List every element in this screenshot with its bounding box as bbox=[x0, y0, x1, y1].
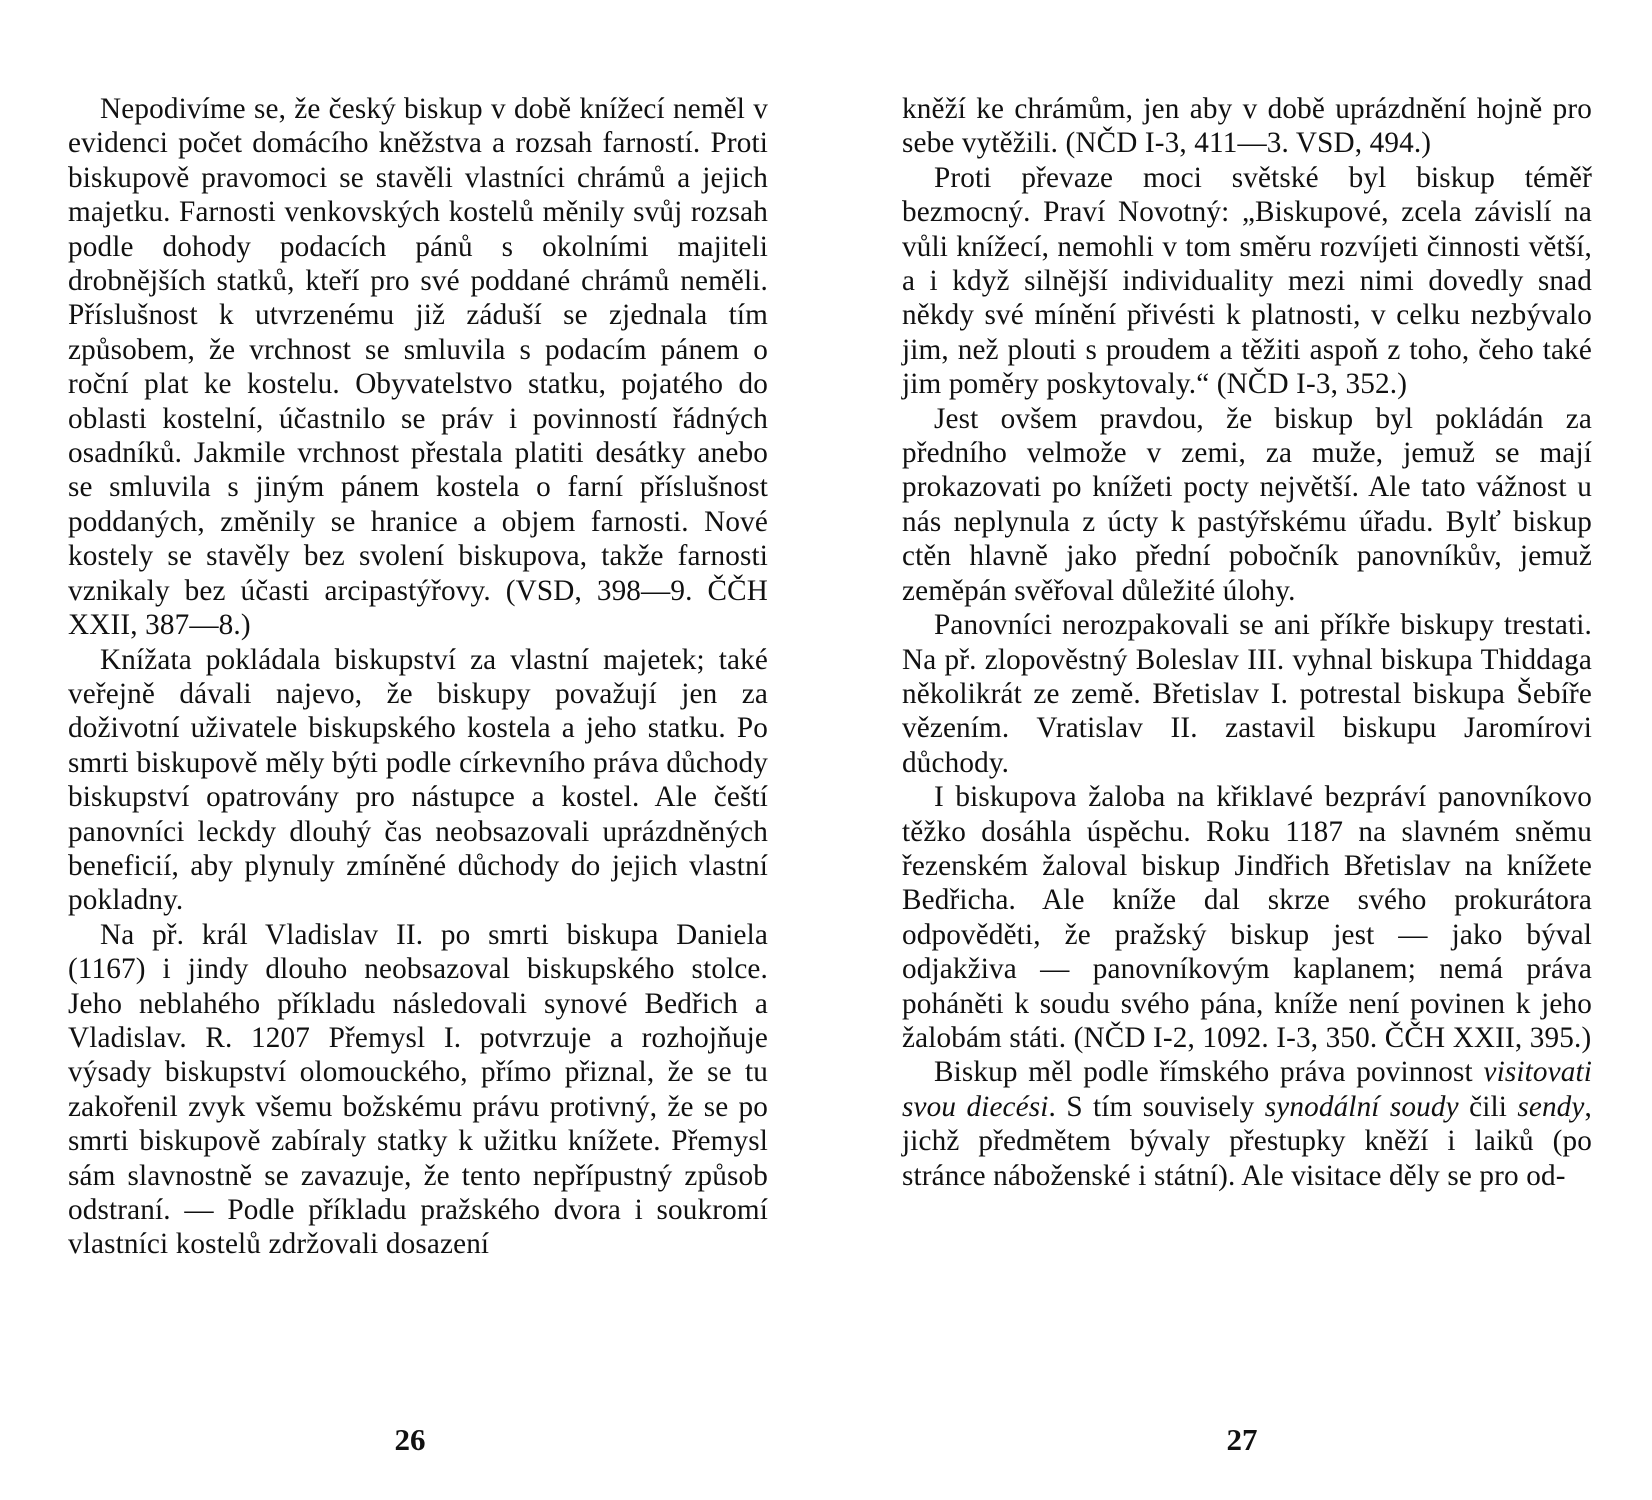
text-run: . S tím souvisely bbox=[1048, 1090, 1265, 1123]
left-page-body bbox=[68, 92, 768, 1262]
text-run: Biskup měl podle římského práva povinnost bbox=[934, 1056, 1484, 1089]
page-number: 26 bbox=[394, 1422, 426, 1457]
paragraph-continuation: kněží ke chrámům, jen aby v době uprázdnění hojně pro sebe vytěžili. (NČD I-3, 411—3. VSD, 494.) bbox=[902, 93, 1592, 160]
paragraph: I biskupova žaloba na křiklavé bezpráví panovníkovo těžko dosáhla úspěchu. Roku 1187 na slavném sněmu řezenském žaloval biskup Jindřich Břetislav na knížete Bedřicha. Ale kníže dal skrze svého prokurátora odpověděti, že pražský biskup jest — jako býval odjakživa — panovníkovým kaplanem; nemá práva poháněti k soudu svého pána, kníže není povinen k jeho žalobám státi. (NČD I-2, 1092. I-3, 350. ČČH XXII, 395.) bbox=[902, 781, 1592, 1054]
emphasis: synodální soudy bbox=[1264, 1090, 1459, 1123]
emphasis: visitovati svou diecési bbox=[902, 1056, 1592, 1123]
text-run: čili bbox=[1458, 1090, 1518, 1123]
paragraph: Na př. král Vladislav II. po smrti biskupa Daniela (1167) i jindy dlouho neobsazoval biskupského stolce. Jeho neblahého příkladu následovali synové Bedřich a Vladislav. R. 1207 Přemysl I. potvrzuje a rozhojňuje výsady biskupství olomouckého, přímo přiznal, že se tu zakořenil zvyk všemu božskému právu protivný, že se po smrti biskupově zabíraly statky k užitku knížete. Přemysl sám slavnostně se zavazuje, že tento nepřípustný způsob odstraní. — Podle příkladu pražského dvora i soukromí vlastníci kostelů zdržovali dosazení bbox=[68, 918, 768, 1261]
paragraph: Panovníci nerozpakovali se ani příkře biskupy trestati. Na př. zlopověstný Boleslav III. vyhnal biskupa Thiddaga několikrát ze země. Břetislav I. potrestal biskupa Šebíře vězením. Vratislav II. zastavil biskupu Jaromírovi důchody. bbox=[902, 609, 1592, 779]
paragraph: Jest ovšem pravdou, že biskup byl pokládán za předního velmože v zemi, za muže, jemuž se mají prokazovati po knížeti pocty největší. Ale tato vážnost u nás neplynula z úcty k pastýřskému úřadu. Bylť biskup ctěn hlavně jako přední pobočník panovníkův, jemuž zeměpán svěřoval důležité úlohy. bbox=[902, 402, 1592, 607]
text-run: , jichž předmětem bývaly přestupky kněží i laiků (po stránce náboženské i státní). Ale visitace děly se pro od- bbox=[902, 1090, 1592, 1192]
paragraph-with-emphasis bbox=[902, 1055, 1592, 1193]
paragraph: Knížata pokládala biskupství za vlastní majetek; také veřejně dávali najevo, že biskupy považují jen za doživotní uživatele biskupského kostela a jeho statku. Po smrti biskupově měly býti podle církevního práva důchody biskupství opatrovány pro nástupce a kostel. Ale čeští panovníci leckdy dlouhý čas neobsazovali uprázdněných beneficií, aby plynuly zmíněné důchody do jejich vlastní pokladny. bbox=[68, 643, 768, 917]
emphasis: sendy bbox=[1517, 1090, 1585, 1123]
right-page-body bbox=[902, 92, 1592, 1193]
page-number: 27 bbox=[1226, 1422, 1258, 1457]
paragraph: Proti převaze moci světské byl biskup téměř bezmocný. Praví Novotný: „Biskupové, zcela závislí na vůli knížecí, nemohli v tom směru rozvíjeti činnosti větší, a i když silnější individuality mezi nimi dovedly snad někdy své mínění přivésti k platnosti, v celku nezbývalo jim, než plouti s proudem a těžiti aspoň z toho, čeho také jim poměry poskytovaly.“ (NČD I-3, 352.) bbox=[902, 161, 1592, 401]
paragraph: Nepodivíme se, že český biskup v době knížecí neměl v evidenci počet domácího kněžstva a rozsah farností. Proti biskupově pravomoci se stavěli vlastníci chrámů a jejich majetku. Farnosti venkovských kostelů měnily svůj rozsah podle dohody podacích pánů s okolními majiteli drobnějších statků, kteří pro své poddané chrámů neměli. Příslušnost k utvrzenému již záduší se zjednala tím způsobem, že vrchnost se smluvila s podacím pánem o roční plat ke kostelu. Obyvatelstvo statku, pojatého do oblasti kostelní, účastnilo se práv i povinností řádných osadníků. Jakmile vrchnost přestala platiti desátky anebo se smluvila s jiným pánem kostela o farní příslušnost poddaných, změnily se hranice a objem farnosti. Nové kostely se stavěly bez svolení biskupova, takže farnosti vznikaly bez účasti arcipastýřovy. (VSD, 398—9. ČČH XXII, 387—8.) bbox=[68, 93, 768, 642]
left-page bbox=[68, 92, 768, 1422]
right-page bbox=[902, 92, 1592, 1422]
